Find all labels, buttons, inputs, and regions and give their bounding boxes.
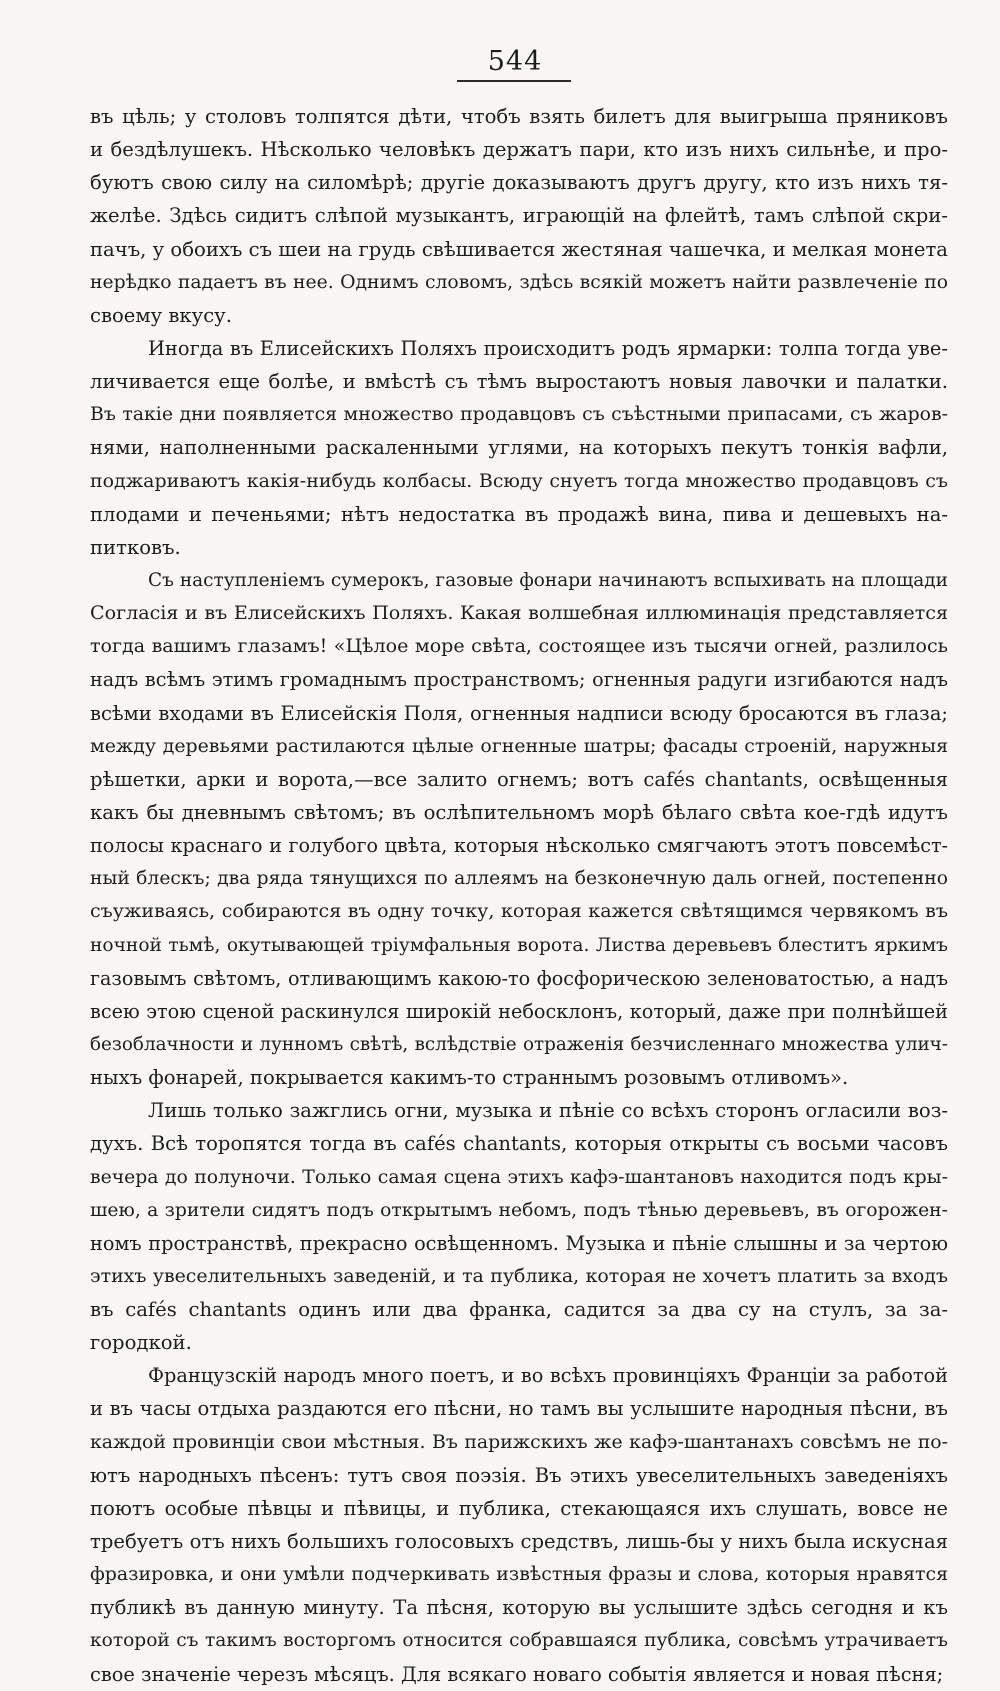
text-line: своему вкусу. bbox=[90, 303, 232, 327]
text-line: Съ наступленіемъ сумерокъ, газовые фонари начинаютъ вспыхивать на площади bbox=[148, 569, 948, 591]
text-line: Иногда въ Елисейскихъ Поляхъ происходитъ родъ ярмарки: толпа тогда уве- bbox=[148, 336, 948, 360]
page-number-rule bbox=[457, 80, 571, 82]
text-line: въ cafés chantants одинъ или два франка, садится за два су на стулъ, за за- bbox=[90, 1298, 948, 1322]
text-line: и бездѣлушекъ. Нѣсколько человѣкъ держатъ пари, кто изъ нихъ сильнѣе, и про- bbox=[90, 138, 948, 162]
text-line: ный блескъ; два ряда тянущихся по аллеямъ на безконечную даль огней, постепенно bbox=[90, 868, 948, 890]
text-line: Лишь только зажглись огни, музыка и пѣніе со всѣхъ сторонъ огласили воз- bbox=[148, 1099, 948, 1123]
text-line: Французскій народъ много поетъ, и во всѣхъ провинціяхъ Франціи за работой bbox=[148, 1364, 948, 1388]
text-line: всею этою сценой раскинулся широкій небосклонъ, который, даже при полнѣйшей bbox=[90, 999, 948, 1023]
text-line: питковъ. bbox=[90, 535, 181, 559]
text-line: надъ всѣмъ этимъ громаднымъ пространствомъ; огненныя радуги изгибаются надъ bbox=[90, 668, 948, 692]
text-line: поджариваютъ какія-нибудь колбасы. Всюду снуетъ тогда множество продавцовъ съ bbox=[90, 469, 948, 492]
text-line: Въ такіе дни появляется множество продавцовъ съ съѣстными припасами, съ жаров- bbox=[90, 403, 948, 426]
text-line: поютъ особые пѣвцы и пѣвицы, и публика, стекающаяся ихъ слушать, вовсе не bbox=[90, 1496, 948, 1520]
text-line: ночной тьмѣ, окутывающей тріумфальныя ворота. Листва деревьевъ блеститъ яркимъ bbox=[90, 934, 948, 956]
text-line: ютъ народныхъ пѣсенъ: тутъ своя поэзія. Въ этихъ увеселительныхъ заведеніяхъ bbox=[90, 1463, 948, 1487]
text-line: шею, а зрители сидятъ подъ открытымъ небомъ, подъ тѣнью деревьевъ, въ огорожен- bbox=[90, 1199, 948, 1221]
text-line: и въ часы отдыха раздаются его пѣсни, но тамъ вы услышите народныя пѣсни, въ bbox=[90, 1397, 948, 1421]
text-line: плодами и печеньями; нѣтъ недостатка въ продажѣ вина, пива и дешевыхъ на- bbox=[90, 502, 948, 526]
text-line: публикѣ въ данную минуту. Та пѣсня, которую вы услышите здѣсь сегодня и къ bbox=[90, 1596, 948, 1620]
text-line: всѣми входами въ Елисейскія Поля, огненныя надписи всюду бросаются въ глаза; bbox=[90, 701, 948, 725]
text-line: городкой. bbox=[90, 1331, 192, 1355]
text-line: въ цѣль; у столовъ толпятся дѣти, чтобъ взять билетъ для выигрыша пряниковъ bbox=[90, 105, 948, 128]
text-line: свое значеніе черезъ мѣсяцъ. Для всякаго новаго событія является и новая пѣсня; bbox=[90, 1662, 944, 1686]
paragraph bbox=[90, 564, 948, 1094]
text-line: требуетъ отъ нихъ большихъ голосовыхъ средствъ, лишь-бы у нихъ была искусная bbox=[90, 1530, 948, 1554]
text-line: которой съ такимъ восторгомъ относится собравшаяся публика, совсѣмъ утрачиваетъ bbox=[90, 1630, 948, 1652]
text-line: газовымъ свѣтомъ, отливающимъ какою-то фосфорическою зеленоватостью, а надъ bbox=[90, 966, 948, 990]
text-body bbox=[90, 100, 948, 1691]
text-line: духъ. Всѣ торопятся тогда въ cafés chantants, которыя открыты съ восьми часовъ bbox=[90, 1132, 948, 1156]
text-line: буютъ свою силу на силомѣрѣ; другіе доказываютъ другъ другу, кто изъ нихъ тя- bbox=[90, 171, 948, 195]
paragraph bbox=[90, 1094, 948, 1359]
text-line: нерѣдко падаетъ въ нее. Однимъ словомъ, здѣсь всякій можетъ найти развлеченіе по bbox=[90, 271, 948, 293]
text-line: рѣшетки, арки и ворота,—все залито огнемъ; вотъ cafés chantants, освѣщенныя bbox=[90, 767, 948, 791]
text-line: каждой провинціи свои мѣстныя. Въ парижскихъ же кафэ-шантанахъ совсѣмъ не по- bbox=[90, 1430, 948, 1453]
text-line: съуживаясь, собираются въ одну точку, которая кажется свѣтящимся червякомъ въ bbox=[90, 900, 948, 923]
text-line: какъ бы дневнымъ свѣтомъ; въ ослѣпительномъ морѣ бѣлаго свѣта кое-гдѣ идутъ bbox=[90, 800, 948, 824]
text-line: фразировка, и они умѣли подчеркивать извѣстныя фразы и слова, которыя нравятся bbox=[90, 1563, 948, 1586]
text-line: номъ пространствѣ, прекрасно освѣщенномъ. Музыка и пѣніе слышны и за чертою bbox=[90, 1231, 948, 1255]
paragraph bbox=[90, 332, 948, 564]
text-line: личивается еще болѣе, и вмѣстѣ съ тѣмъ выростаютъ новыя лавочки и палатки. bbox=[90, 370, 948, 394]
text-line: полосы краснаго и голубого цвѣта, которыя нѣсколько смягчаютъ этотъ повсемѣст- bbox=[90, 834, 948, 858]
text-line: тогда вашимъ глазамъ! «Цѣлое море свѣта, состоящее изъ тысячи огней, разлилось bbox=[90, 635, 948, 658]
text-line: пачъ, у обоихъ съ шеи на грудь свѣшивается жестяная чашечка, и мелкая монета bbox=[90, 237, 948, 261]
paragraph bbox=[90, 1359, 948, 1690]
text-line: этихъ увеселительныхъ заведеній, и та публика, которая не хочетъ платить за входъ bbox=[90, 1264, 948, 1287]
text-line: желѣе. Здѣсь сидитъ слѣпой музыкантъ, играющій на флейтѣ, тамъ слѣпой скри- bbox=[90, 204, 948, 228]
text-line: вечера до полуночи. Только самая сцена этихъ кафэ-шантановъ находится подъ кры- bbox=[90, 1166, 948, 1188]
text-line: нями, наполненными раскаленными углями, на которыхъ пекутъ тонкія вафли, bbox=[90, 436, 948, 460]
page-number: 544 bbox=[487, 46, 543, 77]
text-line: Согласія и въ Елисейскихъ Поляхъ. Какая волшебная иллюминація представляется bbox=[90, 602, 948, 625]
paragraph bbox=[90, 100, 948, 332]
text-line: между деревьями растилаются цѣлые огненные шатры; фасады строеній, наружныя bbox=[90, 734, 948, 757]
text-line: ныхъ фонарей, покрывается какимъ-то страннымъ розовымъ отливомъ». bbox=[90, 1066, 849, 1090]
text-line: безоблачности и лунномъ свѣтѣ, вслѣдствіе отраженія безчисленнаго множества улич- bbox=[90, 1033, 948, 1055]
